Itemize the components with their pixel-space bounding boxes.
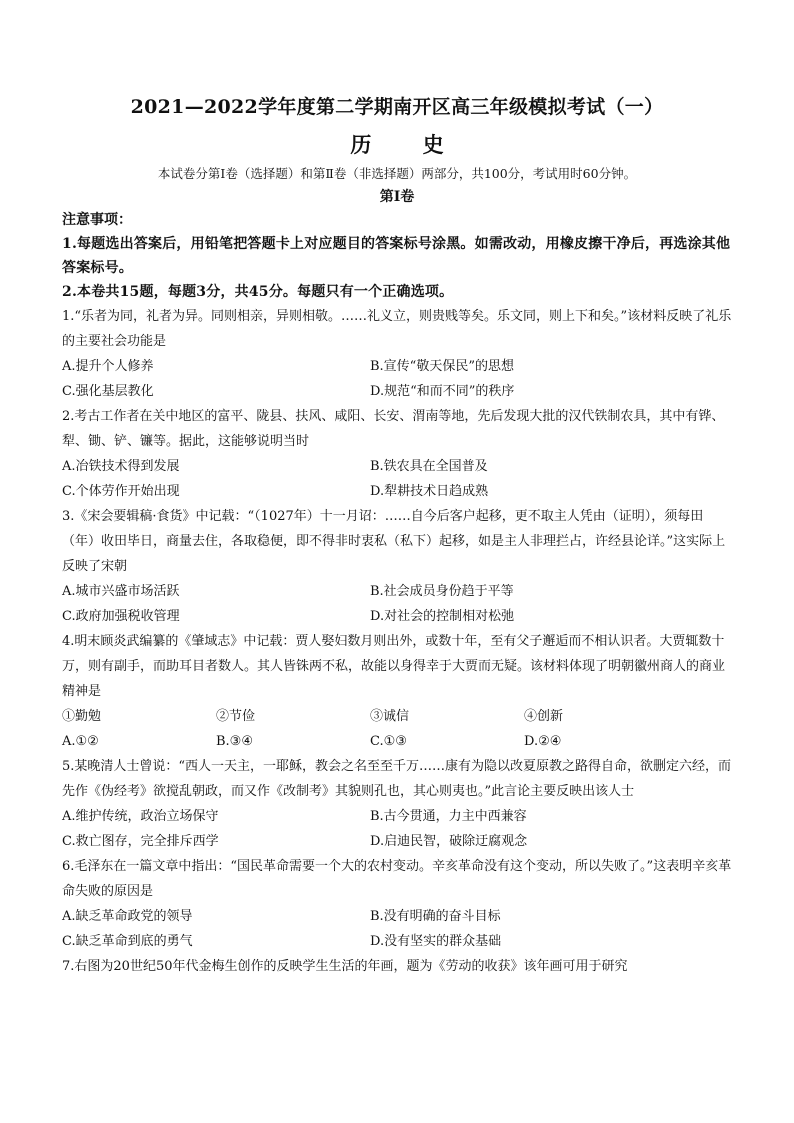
option-b: B.社会成员身份趋于平等 [370, 584, 514, 599]
volume-heading: 第Ⅰ卷 [379, 189, 415, 205]
option-a: A.①② [62, 734, 99, 749]
option-a: A.冶铁技术得到发展 [62, 459, 180, 474]
exam-page [62, 92, 732, 979]
question-5: 5.某晚清人士曾说：“西人一天主，一耶稣，教会之名至至千万……康有为隐以改夏原教之路得自命，欲删定六经，而先作《伪经考》欲搅乱朝政，而又作《改制考》其貌则孔也，其心则夷也。”此言论主要反映出该人士 [62, 759, 732, 799]
item-1: ①勤勉 [62, 709, 102, 724]
option-d: D.规范“和而不同”的秩序 [370, 384, 515, 399]
option-b: B.③④ [216, 734, 253, 749]
question-2: 2.考古工作者在关中地区的富平、陇县、扶风、咸阳、长安、渭南等地，先后发现大批的汉代铁制农具，其中有铧、犁、锄、铲、镰等。据此，这能够说明当时 [62, 409, 725, 449]
notice-item-2: 2.本卷共15题，每题3分，共45分。每题只有一个正确选项。 [62, 284, 454, 300]
question-6: 6.毛泽东在一篇文章中指出：“国民革命需要一个大的农村变动。辛亥革命没有这个变动，所以失败了。”这表明辛亥革命失败的原因是 [62, 859, 732, 899]
option-c: C.强化基层教化 [62, 384, 154, 399]
question-7: 7.右图为20世纪50年代金梅生创作的反映学生生活的年画，题为《劳动的收获》该年画可用于研究 [62, 959, 628, 974]
option-d: D.启迪民智，破除迂腐观念 [370, 834, 528, 849]
option-c: C.缺乏革命到底的勇气 [62, 934, 193, 949]
question-4-options-row [62, 729, 732, 754]
option-d: D.没有坚实的群众基础 [370, 934, 502, 949]
option-a: A.提升个人修养 [62, 359, 154, 374]
option-c: C.救亡图存，完全排斥西学 [62, 834, 219, 849]
item-3: ③诚信 [370, 709, 410, 724]
exam-intro: 本试卷分第Ⅰ卷（选择题）和第Ⅱ卷（非选择题）两部分，共100分，考试用时60分钟。 [157, 166, 637, 181]
option-c: C.①③ [370, 734, 407, 749]
option-b: B.古今贯通，力主中西兼容 [370, 809, 527, 824]
option-a: A.缺乏革命政党的领导 [62, 909, 193, 924]
option-d: D.对社会的控制相对松弛 [370, 609, 515, 624]
question-1-options-row [62, 379, 732, 404]
option-c: C.个体劳作开始出现 [62, 484, 180, 499]
option-a: A.城市兴盛市场活跃 [62, 584, 180, 599]
item-2: ②节俭 [216, 709, 256, 724]
question-2-options-row [62, 454, 732, 479]
question-3-options-row [62, 579, 732, 604]
question-5-options-row [62, 804, 732, 829]
exam-title: 2021—2022学年度第二学期南开区高三年级模拟考试（一） [130, 96, 664, 118]
notice-item-1: 1.每题选出答案后，用铅笔把答题卡上对应题目的答案标号涂黑。如需改动，用橡皮擦干净后，再选涂其他答案标号。 [62, 236, 731, 276]
option-d: D.犁耕技术日趋成熟 [370, 484, 489, 499]
question-1-options-row [62, 354, 732, 379]
question-2-options-row [62, 479, 732, 504]
option-b: B.铁农具在全国普及 [370, 459, 488, 474]
question-6-options-row [62, 904, 732, 929]
question-4-items-row [62, 704, 732, 729]
question-6-options-row [62, 929, 732, 954]
option-c: C.政府加强税收管理 [62, 609, 180, 624]
notice-heading: 注意事项： [62, 212, 132, 228]
option-b: B.宣传“敬天保民”的思想 [370, 359, 514, 374]
question-3: 3.《宋会要辑稿·食货》中记载：“（1027年）十一月诏：……自今后客户起移，更不取主人凭由（证明），须每田（年）收田毕日，商量去住，各取稳便，即不得非时衷私（私下）起移，如是主人非理拦占，许经县论详。”这实际上反映了宋朝 [62, 509, 726, 574]
option-b: B.没有明确的奋斗目标 [370, 909, 501, 924]
question-4: 4.明末顾炎武编纂的《肇域志》中记载：贾人娶妇数月则出外，或数十年，至有父子邂逅而不相认识者。大贾辄数十万，则有副手，而助耳目者数人。其人皆铢两不私，故能以身得幸于大贾而无疑。该材料体现了明朝徽州商人的商业精神是 [62, 634, 726, 699]
subject-title: 历 史 [350, 132, 466, 157]
option-d: D.②④ [524, 734, 562, 749]
question-3-options-row [62, 604, 732, 629]
question-5-options-row [62, 829, 732, 854]
item-4: ④创新 [524, 709, 564, 724]
question-1: 1.“乐者为同，礼者为异。同则相亲，异则相敬。……礼义立，则贵贱等矣。乐文同，则上下和矣。”该材料反映了礼乐的主要社会功能是 [62, 309, 732, 349]
option-a: A.维护传统，政治立场保守 [62, 809, 219, 824]
